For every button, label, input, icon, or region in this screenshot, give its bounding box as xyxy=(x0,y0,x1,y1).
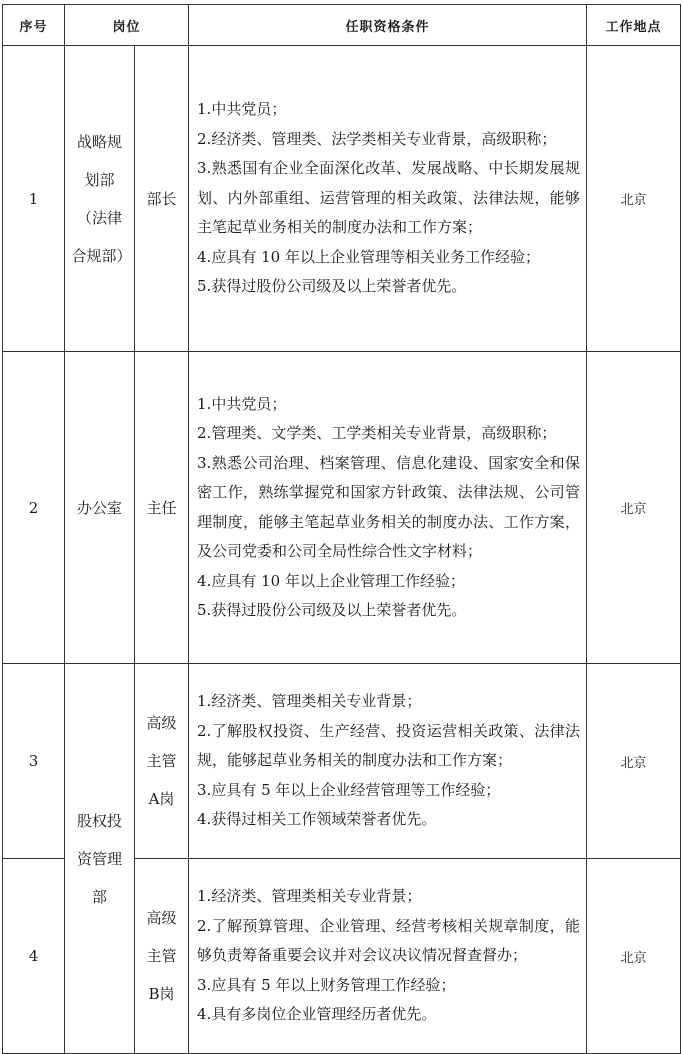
job-requirements-table xyxy=(2,4,681,1054)
requirement-item: 4.获得过相关工作领域荣誉者优先。 xyxy=(197,810,437,829)
requirement-item: 1.中共党员； xyxy=(197,100,287,119)
row-position xyxy=(135,352,189,664)
row-dept xyxy=(65,664,135,1054)
row-seq: 4 xyxy=(3,859,65,1054)
requirement-item: 4.应具有 10 年以上企业管理工作经验； xyxy=(197,571,465,590)
table-row xyxy=(3,352,681,664)
requirement-item: 1.经济类、管理类相关专业背景； xyxy=(197,887,422,906)
row-seq: 1 xyxy=(3,46,65,352)
requirement-item: 3.熟悉国有企业全面深化改革、发展战略、中长期发展规划、内外部重组、运营管理的相关政策、法律法规，能够主笔起草业务相关的制度办法和工作方案； xyxy=(197,159,581,237)
row-position xyxy=(135,859,189,1054)
header-row xyxy=(3,5,681,46)
dept-label: 办公室 xyxy=(76,498,122,517)
row-requirements xyxy=(189,46,587,352)
requirement-item: 5.获得过股份公司级及以上荣誉者优先。 xyxy=(197,277,467,296)
requirement-item: 1.经济类、管理类相关专业背景； xyxy=(197,692,422,711)
requirement-item: 2.管理类、文学类、工学类相关专业背景，高级职称； xyxy=(197,424,557,442)
dept-label: 战略规划部（法律合规部） xyxy=(71,132,132,265)
requirement-item: 4.应具有 10 年以上企业管理等相关业务工作经验； xyxy=(197,247,540,266)
requirement-item: 3.熟悉公司治理、档案管理、信息化建设、国家安全和保密工作，熟练掌握党和国家方针政策、法律法规、公司管理制度，能够主笔起草业务相关的制度办法、工作方案，及公司党委和公司全局性综合性文字材料； xyxy=(197,453,581,560)
header-seq: 序号 xyxy=(3,5,65,46)
requirement-item: 2.了解预算管理、企业管理、经营考核相关规章制度，能够负责筹备重要会议并对会议决议情况督查督办； xyxy=(197,916,581,965)
row-requirements xyxy=(189,664,587,859)
requirement-item: 1.中共党员； xyxy=(197,394,287,413)
requirement-item: 2.经济类、管理类、法学类相关专业背景，高级职称； xyxy=(197,129,557,148)
row-seq: 3 xyxy=(3,664,65,859)
row-requirements xyxy=(189,859,587,1054)
row-location: 北京 xyxy=(587,859,681,1054)
requirement-item: 4.具有多岗位企业管理经历者优先。 xyxy=(197,1005,437,1024)
position-label: 高级主管A岗 xyxy=(146,714,177,808)
row-position xyxy=(135,664,189,859)
requirement-item: 3.应具有 5 年以上企业经营管理等工作经验； xyxy=(197,780,501,799)
requirement-item: 3.应具有 5 年以上财务管理工作经验； xyxy=(197,975,456,994)
dept-label: 股权投资管理部 xyxy=(76,811,122,906)
row-seq: 2 xyxy=(3,352,65,664)
row-position xyxy=(135,46,189,352)
header-requirements: 任职资格条件 xyxy=(189,5,587,46)
row-location: 北京 xyxy=(587,664,681,859)
requirement-item: 5.获得过股份公司级及以上荣誉者优先。 xyxy=(197,601,467,619)
table-row xyxy=(3,46,681,352)
row-location: 北京 xyxy=(587,46,681,352)
table-row xyxy=(3,664,681,859)
position-label: 部长 xyxy=(146,189,177,208)
row-dept xyxy=(65,352,135,664)
header-position: 岗位 xyxy=(65,5,189,46)
row-dept xyxy=(65,46,135,352)
requirement-item: 2.了解股权投资、生产经营、投资运营相关政策、法律法规，能够起草业务相关的制度办法和工作方案； xyxy=(197,721,581,770)
row-requirements xyxy=(189,352,587,664)
position-label: 主任 xyxy=(146,498,177,517)
position-label: 高级主管B岗 xyxy=(146,909,177,1003)
row-location: 北京 xyxy=(587,352,681,664)
header-location: 工作地点 xyxy=(587,5,681,46)
